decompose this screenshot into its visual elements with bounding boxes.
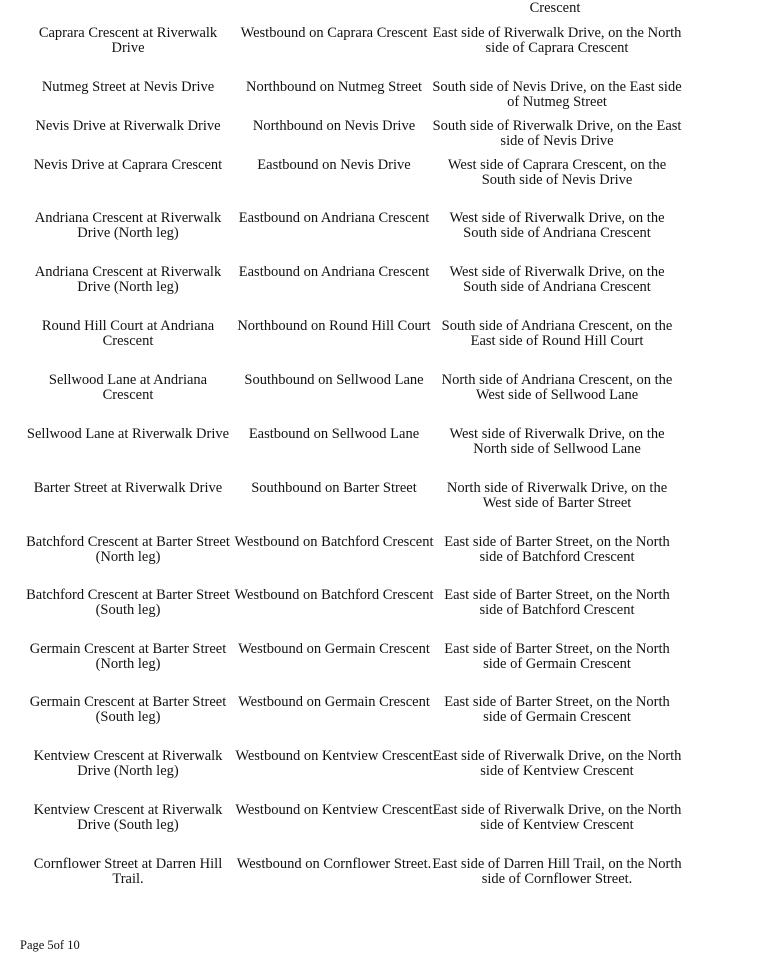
side-cell: West side of Riverwalk Drive, on the South side of Andriana Crescent <box>449 210 665 241</box>
side-cell: East side of Riverwalk Drive, on the North side of Caprara Crescent <box>432 25 682 56</box>
direction-cell: Westbound on Batchford Crescent <box>234 587 434 603</box>
location-cell: Andriana Crescent at Riverwalk Drive (North leg) <box>34 264 222 295</box>
side-cell: East side of Barter Street, on the North side of Germain Crescent <box>444 694 670 725</box>
direction-cell: Eastbound on Andriana Crescent <box>238 210 430 226</box>
continued-cell-text: Crescent <box>529 0 581 16</box>
direction-cell: Southbound on Barter Street <box>251 480 417 496</box>
side-cell: East side of Riverwalk Drive, on the North side of Kentview Crescent <box>432 748 682 779</box>
side-cell: North side of Andriana Crescent, on the West side of Sellwood Lane <box>441 372 673 403</box>
side-cell: West side of Caprara Crescent, on the South side of Nevis Drive <box>447 157 667 188</box>
side-cell: West side of Riverwalk Drive, on the North side of Sellwood Lane <box>449 426 665 457</box>
side-cell: East side of Barter Street, on the North side of Batchford Crescent <box>444 587 670 618</box>
location-cell: Andriana Crescent at Riverwalk Drive (North leg) <box>34 210 222 241</box>
location-cell: Cornflower Street at Darren Hill Trail. <box>33 856 223 887</box>
location-cell: Nutmeg Street at Nevis Drive <box>41 79 215 95</box>
location-cell: Batchford Crescent at Barter Street (North leg) <box>26 534 230 565</box>
direction-cell: Northbound on Round Hill Court <box>237 318 431 334</box>
direction-cell: Northbound on Nutmeg Street <box>246 79 422 95</box>
location-cell: Caprara Crescent at Riverwalk Drive <box>38 25 218 56</box>
side-cell: South side of Nevis Drive, on the East side of Nutmeg Street <box>432 79 682 110</box>
side-cell: South side of Andriana Crescent, on the East side of Round Hill Court <box>441 318 673 349</box>
direction-cell: Westbound on Caprara Crescent <box>240 25 428 41</box>
direction-cell: Westbound on Batchford Crescent <box>234 534 434 550</box>
side-cell: East side of Barter Street, on the North side of Germain Crescent <box>444 641 670 672</box>
direction-cell: Westbound on Cornflower Street. <box>236 856 432 872</box>
side-cell: East side of Darren Hill Trail, on the North side of Cornflower Street. <box>432 856 682 887</box>
direction-cell: Southbound on Sellwood Lane <box>244 372 424 388</box>
direction-cell: Westbound on Kentview Crescent <box>235 748 433 764</box>
location-cell: Round Hill Court at Andriana Crescent <box>41 318 215 349</box>
side-cell: East side of Barter Street, on the North side of Batchford Crescent <box>444 534 670 565</box>
location-cell: Sellwood Lane at Andriana Crescent <box>48 372 208 403</box>
direction-cell: Eastbound on Nevis Drive <box>257 157 411 173</box>
location-cell: Germain Crescent at Barter Street (North leg) <box>29 641 227 672</box>
side-cell: East side of Riverwalk Drive, on the North side of Kentview Crescent <box>432 802 682 833</box>
location-cell: Sellwood Lane at Riverwalk Drive <box>26 426 230 442</box>
location-cell: Kentview Crescent at Riverwalk Drive (North leg) <box>33 748 223 779</box>
location-cell: Batchford Crescent at Barter Street (South leg) <box>26 587 230 618</box>
location-cell: Nevis Drive at Riverwalk Drive <box>35 118 221 134</box>
side-cell: West side of Riverwalk Drive, on the South side of Andriana Crescent <box>449 264 665 295</box>
side-cell: North side of Riverwalk Drive, on the West side of Barter Street <box>446 480 668 511</box>
location-cell: Barter Street at Riverwalk Drive <box>33 480 223 496</box>
direction-cell: Westbound on Germain Crescent <box>238 694 430 710</box>
direction-cell: Westbound on Germain Crescent <box>238 641 430 657</box>
location-cell: Germain Crescent at Barter Street (South leg) <box>29 694 227 725</box>
side-cell: South side of Riverwalk Drive, on the East side of Nevis Drive <box>432 118 682 149</box>
direction-cell: Eastbound on Sellwood Lane <box>248 426 420 442</box>
direction-cell: Northbound on Nevis Drive <box>252 118 416 134</box>
direction-cell: Eastbound on Andriana Crescent <box>238 264 430 280</box>
page-footer: Page 5of 10 <box>20 938 80 952</box>
location-cell: Kentview Crescent at Riverwalk Drive (South leg) <box>33 802 223 833</box>
direction-cell: Westbound on Kentview Crescent <box>235 802 433 818</box>
location-cell: Nevis Drive at Caprara Crescent <box>33 157 223 173</box>
